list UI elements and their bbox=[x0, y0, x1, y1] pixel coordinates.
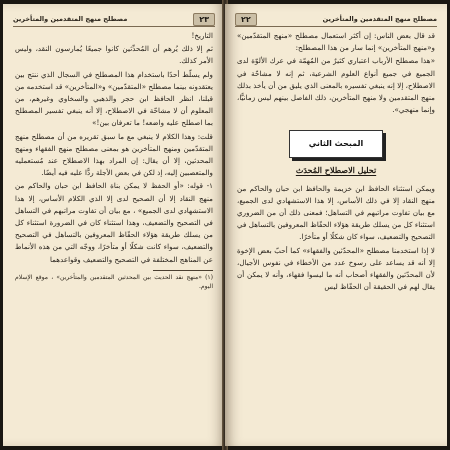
right-page-body bbox=[237, 30, 435, 436]
paragraph: التاريخ! bbox=[191, 31, 213, 40]
paragraph: ويمكن استثناء الحافظ ابن خزيمة والحافظ ابن حبان والحاكم من منهج النقاد إلا في ذلك الأساس، إلا هذا الاستشهادي لدى الجميع، مع بيان تفاوت مراتبهم في التساهل؛ فمعنى ذلك أن من الضروري استثناء كل من يسلك طريقة هؤلاء الحفّاظ المعروفين بالتساهل في التصحيح والتضعيف، سواء كان شكلًا أو متأخرًا. bbox=[237, 183, 435, 242]
paragraph: ولم يسلّط أحدًا باستخدام هذا المصطلح في السجال الذي ننتج بين يعتقدونه بينما مصطلح «المتقدّمين» و«المتأخرين» قد استخدمه من قبلنا، انظر الحافظ ابن حجر والذهبي والسخاوي وغيرهم، من المعلوم أن لا مشاحّة في الاصطلاح، إلا أنه ينبغي تفسير المصطلح بما اصطلح عليه واضعه! ما تعرفان بين!» bbox=[15, 69, 213, 128]
chapter-label-box bbox=[289, 130, 383, 158]
paragraph: ثم إلا ذلك يُرهم أن المُحدِّثين كانوا جميعًا يُمارسون النقد، وليس الأمر كذلك. bbox=[15, 44, 213, 66]
section-heading: تحليل الاصطلاح المُحدَث bbox=[295, 165, 377, 176]
paragraph: «هذا مصطلح الأرباب اعتباري كثيرٌ من المُهمّة في عرك الألوّة لدى الجميع في جميع أنواع العلوم الشرعية، ثم إنه لا مشاحّة في الاصطلاح، إلا إنه ينبغي تفسيره بالمعنى الذي يليق من أن يأخذ بذلك منهج المتقدمين ولا منهج المتأخرين، ذلك الفاصل بينهم ليس زمانيًّا، وإنما منهجي». bbox=[237, 56, 435, 115]
chapter-label: المبحث الثاني bbox=[308, 139, 364, 149]
left-page-body bbox=[15, 30, 213, 436]
left-page-number: ٢٣ bbox=[193, 13, 215, 26]
left-page-header bbox=[13, 12, 215, 27]
footnote: (١) «منهج نقد الحديث بين المحدثين المتقدمين والمتأخرين» ، موقع الإسلام اليوم. bbox=[15, 273, 213, 290]
right-page-header bbox=[235, 12, 437, 27]
left-page bbox=[3, 4, 225, 446]
left-page-header-title: مصطلح منهج المتقدمين والمتأخرين bbox=[13, 15, 128, 23]
right-page-number: ٢٢ bbox=[235, 13, 257, 26]
right-page-header-title: مصطلح منهج المتقدمين والمتأخرين bbox=[322, 15, 437, 23]
paragraph: قلت: وهذا الكلام لا ينبغي مع ما سبق تقريره من أن مصطلح منهج المتقدّمين ومنهج المتأخرين هو بمعنى مصطلح منهج الفقهاء ومنهج المحدثين، إلا أن يقال: إن المراد بهذا الاصطلاح عند مُستعمليه والمتعصبين إليه، إذ لكن في بعض الأجلة ردًّا عليه فيه أيضًا. bbox=[15, 131, 213, 178]
paragraph: قد قال بعض الناس: إن أكثر استعمال مصطلح «منهج المتقدّمين» و«منهج المتأخرين» إنما سار من هذا المصطلح: bbox=[237, 31, 435, 53]
footnote-divider bbox=[153, 270, 213, 271]
right-page bbox=[225, 4, 447, 446]
paragraph: لا إذا استخدمنا مصطلح «المحدّثين والفقهاء» كما أحبّ بعض الإخوة إلا أنه قد يساعد على رسوخ عدد من الأخطاء في نفوس الأجيال، لأن المحدّثين والفقهاء أصحاب أنه ما ليسوا فقهاء، وأنه لا يمكن أن يقال لهم في الحقيقة أن الحفّاظ ليس bbox=[237, 245, 435, 292]
paragraph: ١- قوله: «أو الحفظ لا يمكن بناة الحافظ ابن حبان والحاكم من منهج النقاد إلا أن الصحيح لدى إلا الذي الكلام الأساس، إلا هذا الاستشهادي لدى الجميع» ، مع بيان أن تفاوت مراتبهم في التساهل في التصحيح والتضعيف، وهذا استثناء كان في الضرورة استثناء كل من يسلك طريقة هؤلاء الحفّاظ المعروفين بالتساهل في التصحيح والتضعيف، سواء كانت شكلًا أو متأخرًا، ووجّه التي من هذه الأنماط عن المناهج المختلفة في التصحيح والتضعيف وقواعدهما bbox=[15, 181, 213, 264]
